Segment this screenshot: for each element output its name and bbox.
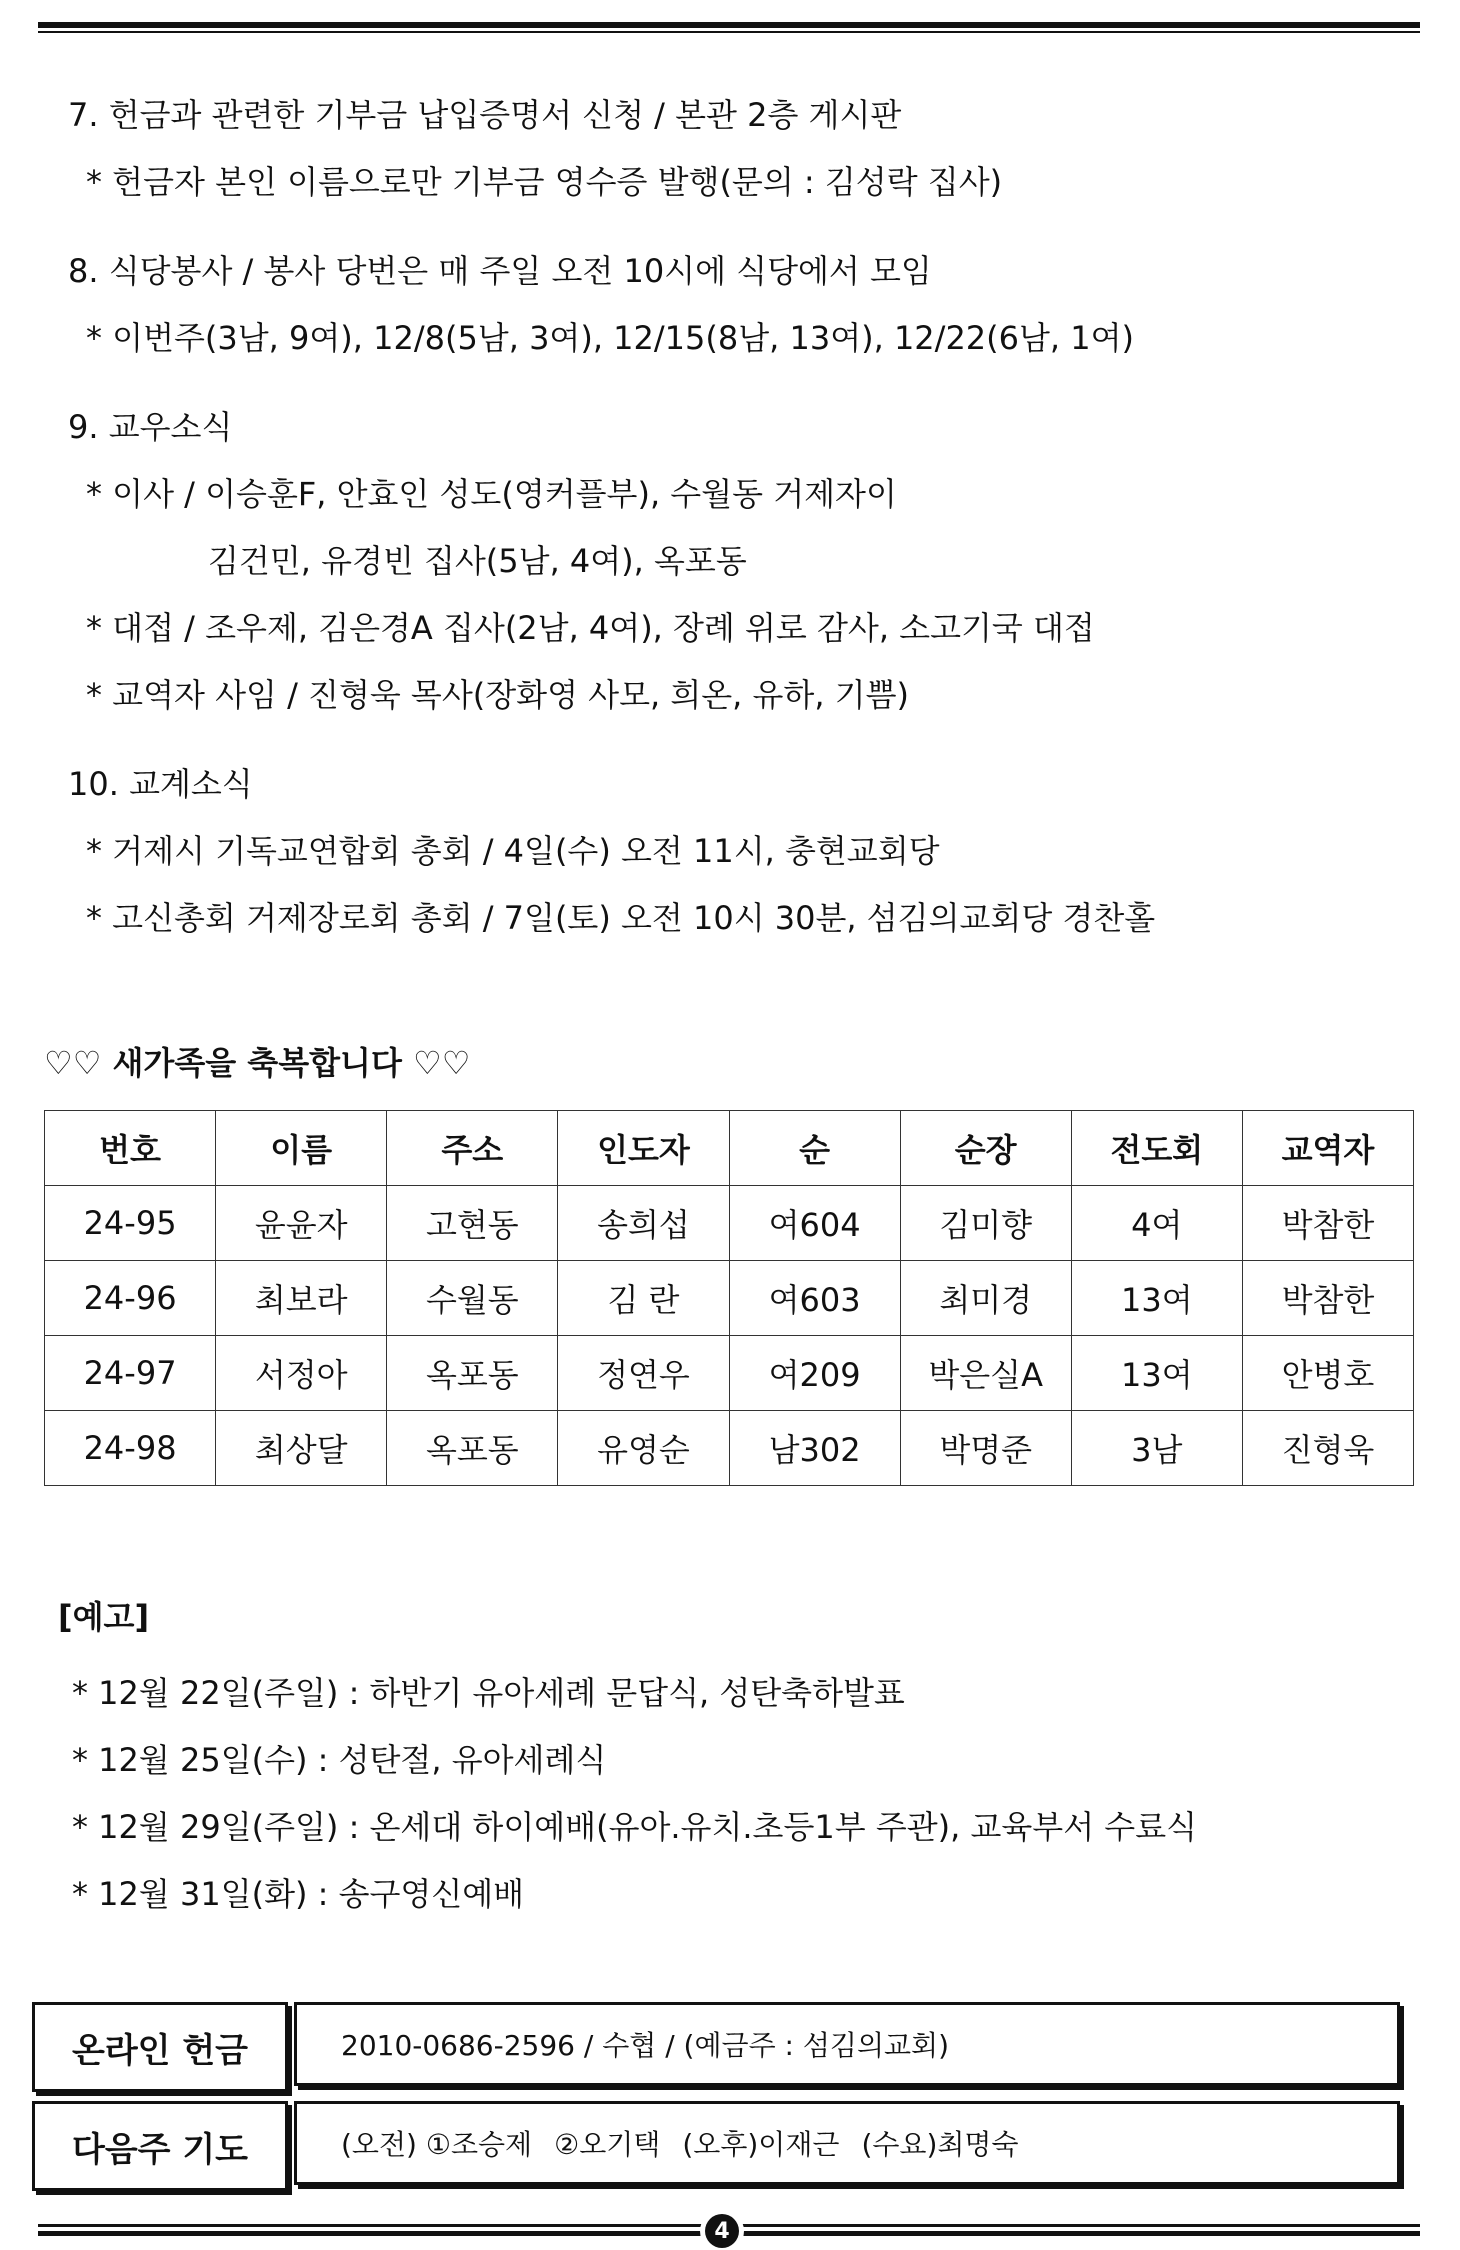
notice-detail: * 거제시 기독교연합회 총회 / 4일(수) 오전 11시, 충현교회당: [86, 832, 940, 870]
table-cell: 김 란: [558, 1261, 729, 1336]
notice-detail: * 헌금자 본인 이름으로만 기부금 영수증 발행(문의 : 김성락 집사): [86, 163, 1003, 201]
online-offering-label-box: [32, 2002, 288, 2092]
online-offering-value-box: [294, 2002, 1400, 2086]
next-prayer-label-box: [32, 2101, 288, 2191]
table-cell: 박참한: [1242, 1261, 1413, 1336]
table-cell: 3남: [1071, 1411, 1242, 1486]
table-cell: 박은실A: [900, 1336, 1071, 1411]
notice-8: [68, 238, 1408, 372]
table-cell: 서정아: [216, 1336, 387, 1411]
notice-heading: 9. 교우소식: [68, 408, 233, 446]
table-cell: 여604: [729, 1186, 900, 1261]
table-cell: 박참한: [1242, 1186, 1413, 1261]
column-header: 순: [729, 1111, 900, 1186]
preview-item: * 12월 25일(수) : 성탄절, 유아세례식: [72, 1741, 607, 1779]
prayer-wednesday: (수요)최명숙: [861, 2128, 1019, 2161]
table-cell: 13여: [1071, 1336, 1242, 1411]
table-cell: 고현동: [387, 1186, 558, 1261]
preview-title: [예고]: [58, 1598, 150, 1636]
table-cell: 정연우: [558, 1336, 729, 1411]
notice-heading: 10. 교계소식: [68, 765, 253, 803]
table-cell: 24-96: [45, 1261, 216, 1336]
column-header: 전도회: [1071, 1111, 1242, 1186]
column-header: 주소: [387, 1111, 558, 1186]
column-header: 번호: [45, 1111, 216, 1186]
notice-7: [68, 82, 1408, 216]
notice-detail: * 대접 / 조우제, 김은경A 집사(2남, 4여), 장례 위로 감사, 소고기국 대접: [86, 609, 1095, 647]
table-cell: 진형욱: [1242, 1411, 1413, 1486]
table-row: [45, 1186, 1414, 1261]
table-row: [45, 1261, 1414, 1336]
notices: [68, 82, 1408, 974]
notice-detail: 김건민, 유경빈 집사(5남, 4여), 옥포동: [208, 542, 747, 580]
preview-item: * 12월 29일(주일) : 온세대 하이예배(유아.유치.초등1부 주관), 교육부서 수료식: [72, 1808, 1198, 1846]
column-header: 이름: [216, 1111, 387, 1186]
table-cell: 옥포동: [387, 1336, 558, 1411]
notice-heading: 8. 식당봉사 / 봉사 당번은 매 주일 오전 10시에 식당에서 모임: [68, 252, 932, 290]
table-cell: 최상달: [216, 1411, 387, 1486]
notice-10: [68, 751, 1408, 952]
table-cell: 4여: [1071, 1186, 1242, 1261]
prayer-afternoon: (오후)이재근: [682, 2128, 840, 2161]
table-cell: 24-97: [45, 1336, 216, 1411]
table-cell: 여209: [729, 1336, 900, 1411]
table-row: [45, 1411, 1414, 1486]
new-family-title: ♡♡ 새가족을 축복합니다 ♡♡: [44, 1044, 471, 1082]
column-header: 인도자: [558, 1111, 729, 1186]
notice-detail: * 이번주(3남, 9여), 12/8(5남, 3여), 12/15(8남, 13여), 12/22(6남, 1여): [86, 319, 1135, 357]
top-rule: [38, 22, 1420, 33]
table-cell: 최보라: [216, 1261, 387, 1336]
table-cell: 김미향: [900, 1186, 1071, 1261]
table-cell: 수월동: [387, 1261, 558, 1336]
preview-item: * 12월 31일(화) : 송구영신예배: [72, 1875, 525, 1913]
online-offering-label: 온라인 헌금: [71, 2030, 249, 2071]
preview-list: [72, 1660, 1197, 1928]
table-cell: 유영순: [558, 1411, 729, 1486]
notice-heading: 7. 헌금과 관련한 기부금 납입증명서 신청 / 본관 2층 게시판: [68, 96, 902, 134]
column-header: 교역자: [1242, 1111, 1413, 1186]
online-offering-value: 2010-0686-2596 / 수협 / (예금주 : 섬김의교회): [341, 2029, 950, 2062]
table-cell: 남302: [729, 1411, 900, 1486]
table-cell: 옥포동: [387, 1411, 558, 1486]
column-header: 순장: [900, 1111, 1071, 1186]
preview-item: * 12월 22일(주일) : 하반기 유아세례 문답식, 성탄축하발표: [72, 1674, 905, 1712]
table-header-row: [45, 1111, 1414, 1186]
notice-detail: * 교역자 사임 / 진형욱 목사(장화영 사모, 희온, 유하, 기쁨): [86, 676, 909, 714]
table-cell: 여603: [729, 1261, 900, 1336]
table-cell: 안병호: [1242, 1336, 1413, 1411]
table-cell: 박명준: [900, 1411, 1071, 1486]
notice-9: [68, 394, 1408, 729]
table-row: [45, 1336, 1414, 1411]
page-number: 4: [705, 2214, 739, 2248]
table-cell: 윤윤자: [216, 1186, 387, 1261]
notice-detail: * 고신총회 거제장로회 총회 / 7일(토) 오전 10시 30분, 섬김의교회당 경찬홀: [86, 899, 1156, 937]
table-cell: 24-98: [45, 1411, 216, 1486]
next-prayer-value-box: [294, 2101, 1400, 2185]
prayer-morning: (오전) ①조승제: [341, 2128, 533, 2161]
new-family-table: [44, 1110, 1414, 1486]
notice-detail: * 이사 / 이승훈F, 안효인 성도(영커플부), 수월동 거제자이: [86, 475, 897, 513]
table-cell: 최미경: [900, 1261, 1071, 1336]
table-cell: 송희섭: [558, 1186, 729, 1261]
table-cell: 13여: [1071, 1261, 1242, 1336]
next-prayer-label: 다음주 기도: [71, 2129, 249, 2170]
prayer-morning-2: ②오기택: [554, 2128, 661, 2161]
table-cell: 24-95: [45, 1186, 216, 1261]
